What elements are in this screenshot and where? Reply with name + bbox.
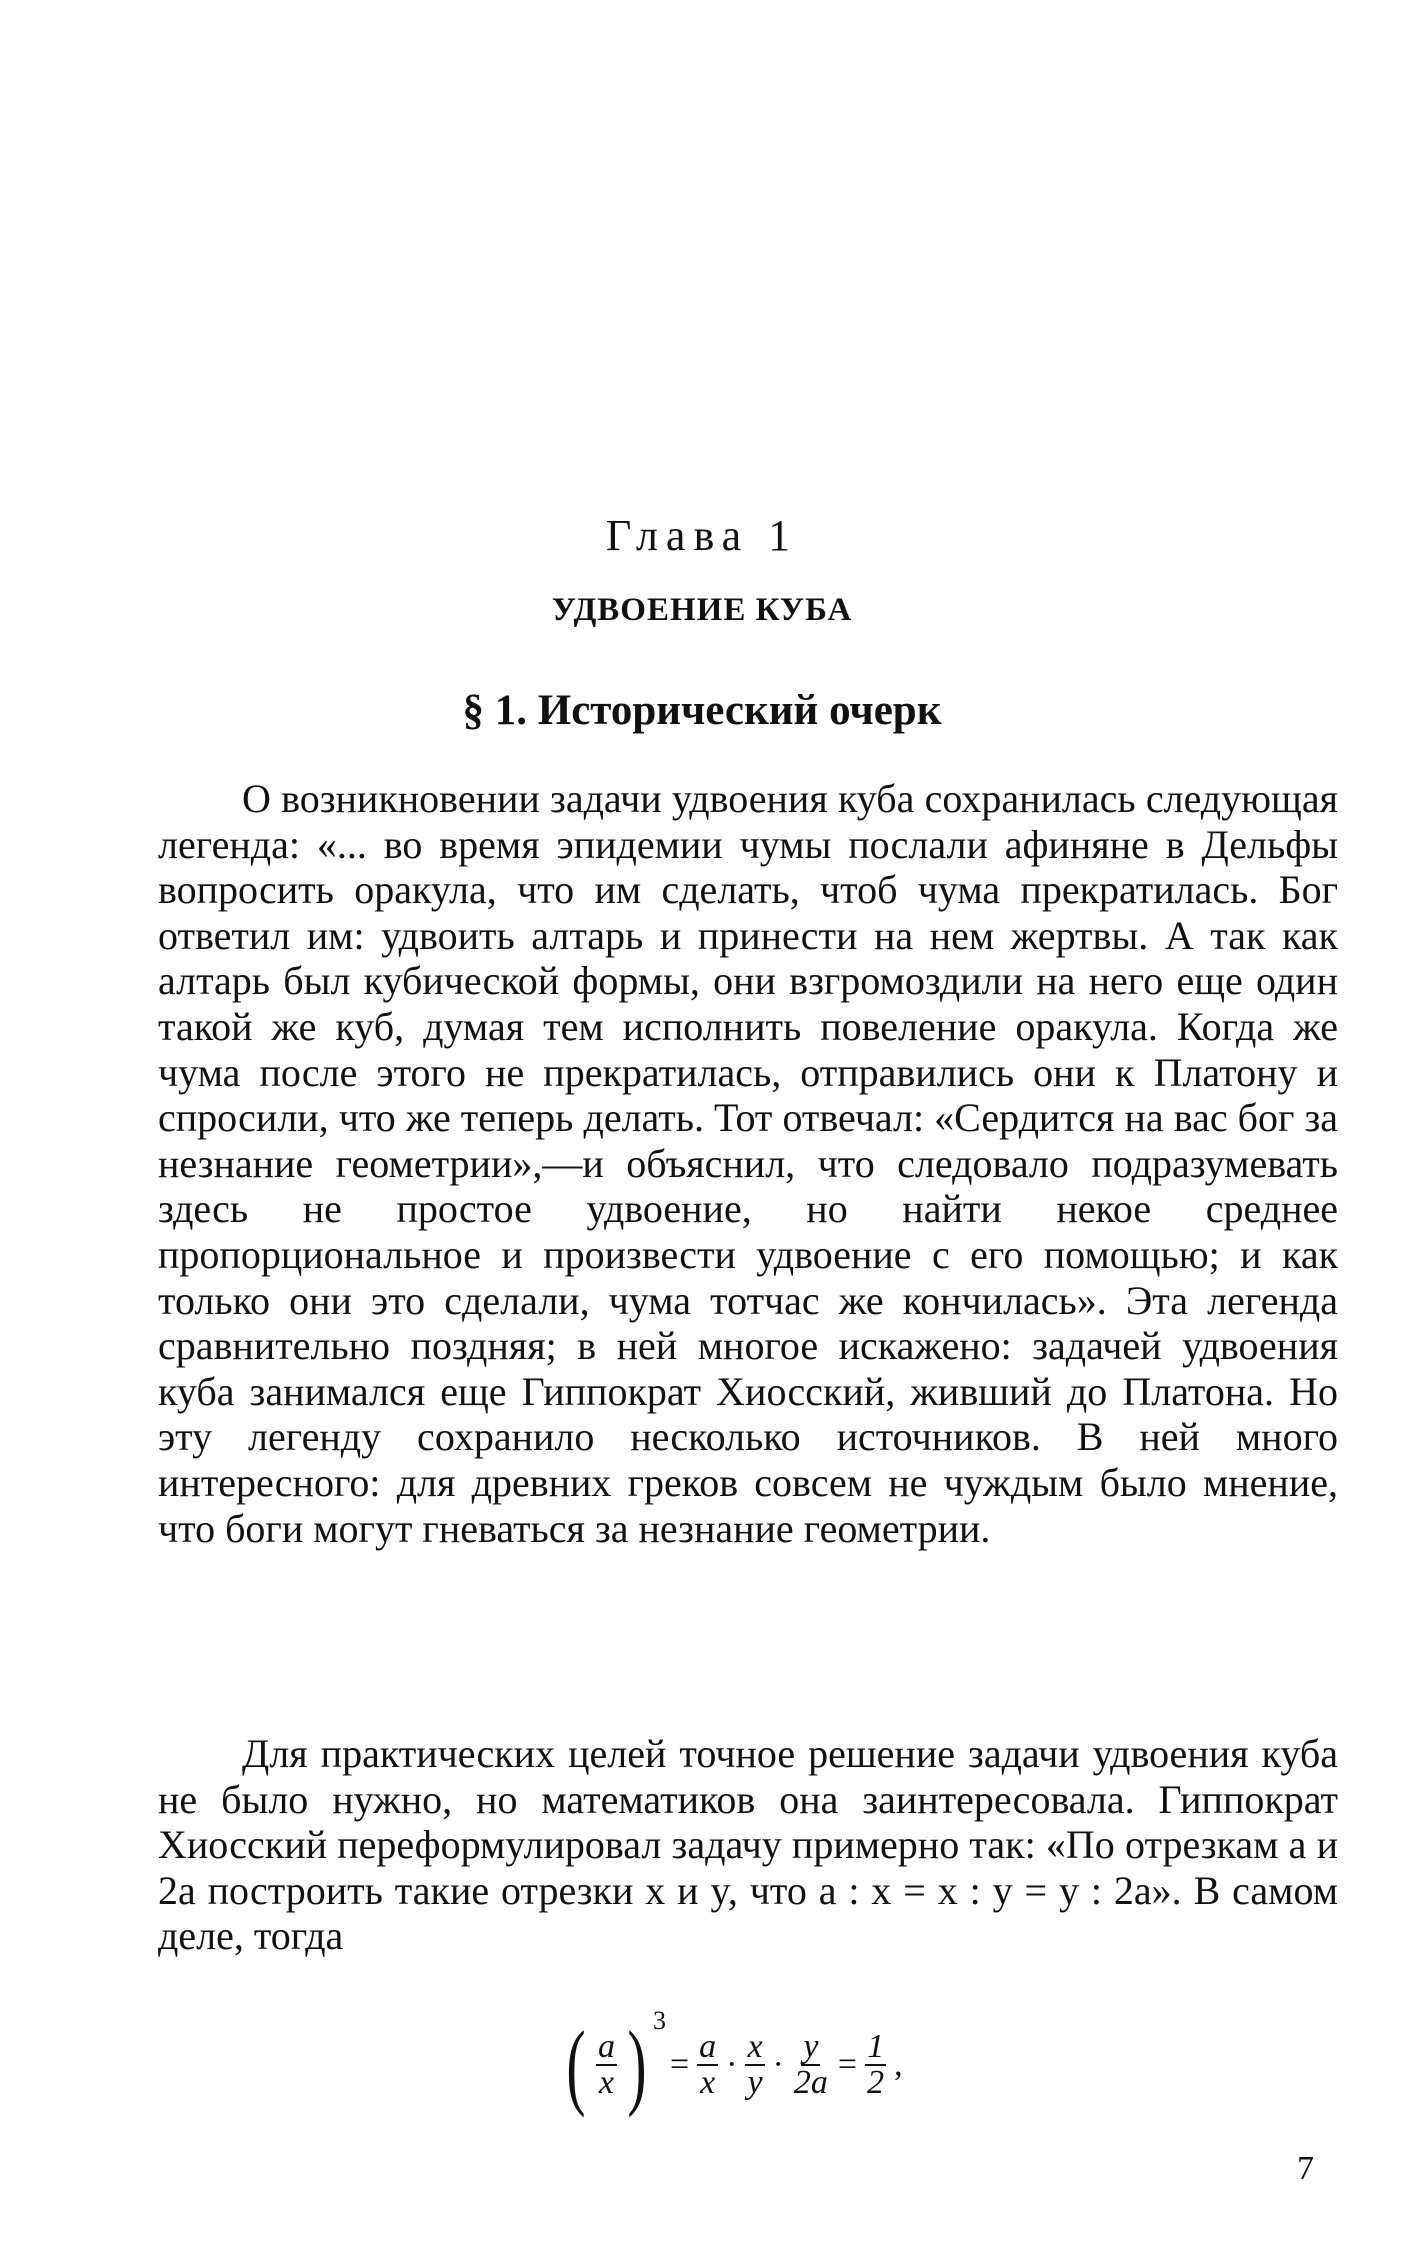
chapter-title: УДВОЕНИЕ КУБА xyxy=(551,592,853,628)
chapter-label: Глава 1 xyxy=(605,511,799,560)
numerator: a xyxy=(699,2028,717,2065)
left-paren: ( xyxy=(566,2011,586,2118)
right-paren: ) xyxy=(627,2011,647,2118)
fraction-one-half xyxy=(865,2030,886,2100)
denominator: y xyxy=(747,2064,763,2101)
numerator: x xyxy=(747,2028,763,2065)
paragraph-legend: О возникновении задачи удвоения куба сохранилась следующая легенда: «... во время эпидемии чумы послали афиняне в Дельфы вопросить оракула, что им сделать, чтоб чума прекратилась. Бог ответил им: удвоить алтарь и принести на нем жертвы. А так как алтарь был кубической формы, они взгромоздили на него еще один такой же куб, думая тем исполнить повеление оракула. Когда же чума после этого не прекратилась, отправились они к Платону и спросили, что же теперь делать. Тот отвечал: «Сердится на вас бог за незнание геометрии»,—и объяснил, что следовало подразумевать здесь не простое удвоение, но найти некое среднее пропорциональное и произвести удвоение с его помощью; и как только они это сделали, чума тотчас же кончилась». Эта легенда сравнительно поздняя; в ней многое искажено: задачей удвоения куба занимался еще Гиппократ Хиосский, живший до Платона. Но эту легенду сохранило несколько источников. В ней много интересного: для древних греков совсем не чуждым было мнение, что боги могут гневаться за незнание геометрии. xyxy=(158,776,1338,1551)
numerator: a xyxy=(597,2028,615,2065)
fraction-a-over-x-2 xyxy=(697,2030,718,2100)
denominator: 2 xyxy=(867,2064,885,2101)
trailing-comma: , xyxy=(894,2046,903,2083)
numerator: y xyxy=(803,2028,819,2065)
cube-ratio-formula xyxy=(560,2000,907,2130)
fraction-y-over-2a xyxy=(792,2030,830,2100)
equals-sign: = xyxy=(669,2046,690,2083)
multiply-dot: · xyxy=(772,2046,784,2083)
numerator: 1 xyxy=(867,2028,885,2065)
equals-sign: = xyxy=(837,2046,858,2083)
denominator: 2a xyxy=(793,2064,828,2101)
fraction-a-over-x xyxy=(596,2030,617,2100)
exponent: 3 xyxy=(652,2006,666,2035)
denominator: x xyxy=(598,2064,615,2101)
section-title: § 1. Исторический очерк xyxy=(462,687,942,734)
fraction-x-over-y xyxy=(745,2030,764,2100)
paragraph-hippocrates: Для практических целей точное решение задачи удвоения куба не было нужно, но математиков она заинтересовала. Гиппократ Хиосский переформулировал задачу примерно так: «По отрезкам a и 2a построить такие отрезки x и y, что a : x = x : y = y : 2a». В самом деле, тогда xyxy=(158,1731,1338,1959)
page-number: 7 xyxy=(1297,2150,1314,2187)
multiply-dot: · xyxy=(726,2046,738,2083)
denominator: x xyxy=(700,2064,716,2101)
